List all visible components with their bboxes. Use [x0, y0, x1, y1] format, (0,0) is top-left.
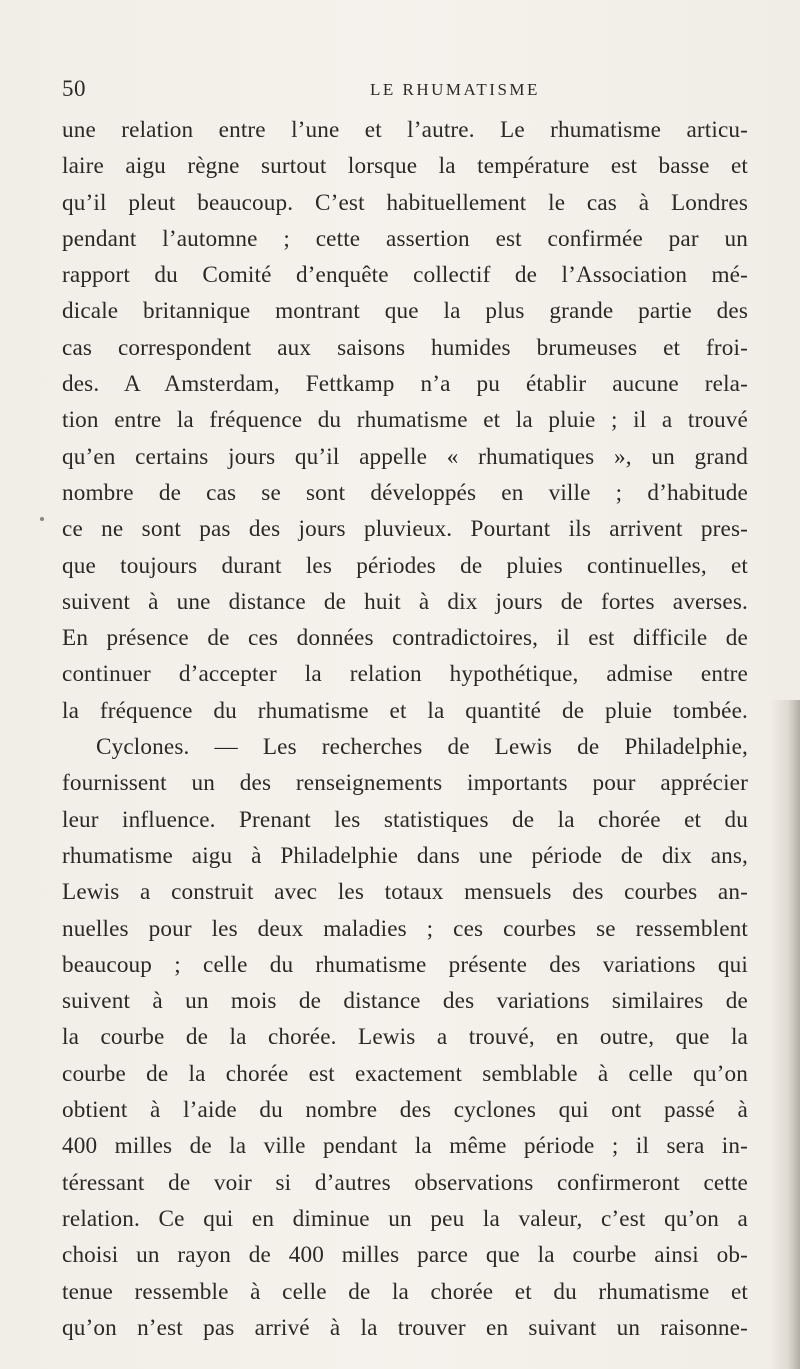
text-line: rapport du Comité d’enquête collectif de l’Association mé- [62, 262, 748, 289]
text-line: courbe de la chorée est exactement semblable à celle qu’on [62, 1060, 748, 1087]
running-title: LE RHUMATISME [370, 80, 540, 99]
text-line: fournissent un des renseignements importants pour apprécier [62, 770, 748, 797]
text-line: relation. Ce qui en diminue un peu la valeur, c’est qu’on a [62, 1205, 748, 1232]
paper-speck [40, 517, 44, 521]
text-line: rhumatisme aigu à Philadelphie dans une période de dix ans, [62, 842, 748, 869]
text-line: ce ne sont pas des jours pluvieux. Pourtant ils arrivent pres- [62, 516, 748, 543]
section-start-line: Cyclones. — Les recherches de Lewis de Philadelphie, [96, 734, 748, 761]
page-header [0, 68, 800, 108]
text-line: une relation entre l’une et l’autre. Le rhumatisme articu- [62, 117, 748, 143]
page-number: 50 [62, 76, 86, 101]
text-line: qu’en certains jours qu’il appelle « rhumatiques », un grand [62, 443, 748, 470]
text-line: pendant l’automne ; cette assertion est confirmée par un [62, 225, 748, 252]
text-line: suivent à une distance de huit à dix jours de fortes averses. [62, 588, 748, 615]
text-line: En présence de ces données contradictoires, il est difficile de [62, 625, 748, 652]
text-line: tion entre la fréquence du rhumatisme et la pluie ; il a trouvé [62, 407, 748, 434]
body-text [62, 112, 748, 1346]
text-line: Lewis a construit avec les totaux mensuels des courbes an- [62, 879, 748, 906]
text-line: qu’il pleut beaucoup. C’est habituellement le cas à Londres [62, 189, 748, 216]
text-line: nuelles pour les deux maladies ; ces courbes se ressemblent [62, 915, 748, 942]
text-line: obtient à l’aide du nombre des cyclones qui ont passé à [62, 1097, 748, 1124]
text-line: nombre de cas se sont développés en ville ; d’habitude [62, 479, 748, 506]
text-line: continuer d’accepter la relation hypothétique, admise entre [62, 661, 748, 688]
text-line: téressant de voir si d’autres observations confirmeront cette [62, 1169, 748, 1196]
text-line: la fréquence du rhumatisme et la quantité de pluie tombée. [62, 697, 748, 724]
text-line: beaucoup ; celle du rhumatisme présente des variations qui [62, 951, 748, 978]
text-line: tenue ressemble à celle de la chorée et du rhumatisme et [62, 1278, 748, 1305]
text-line: suivent à un mois de distance des variations similaires de [62, 988, 748, 1015]
text-line: des. A Amsterdam, Fettkamp n’a pu établir aucune rela- [62, 371, 748, 398]
text-line: qu’on n’est pas arrivé à la trouver en suivant un raisonne- [62, 1314, 748, 1341]
text-line: choisi un rayon de 400 milles parce que la courbe ainsi ob- [62, 1242, 748, 1269]
text-line: laire aigu règne surtout lorsque la température est basse et [62, 153, 748, 180]
text-line: leur influence. Prenant les statistiques de la chorée et du [62, 806, 748, 833]
page-edge-shadow [770, 700, 800, 1369]
text-line: 400 milles de la ville pendant la même période ; il sera in- [62, 1133, 748, 1160]
text-line: la courbe de la chorée. Lewis a trouvé, en outre, que la [62, 1024, 748, 1051]
text-line: dicale britannique montrant que la plus grande partie des [62, 298, 748, 325]
text-line: que toujours durant les périodes de pluies continuelles, et [62, 552, 748, 579]
text-line: cas correspondent aux saisons humides brumeuses et froi- [62, 334, 748, 361]
